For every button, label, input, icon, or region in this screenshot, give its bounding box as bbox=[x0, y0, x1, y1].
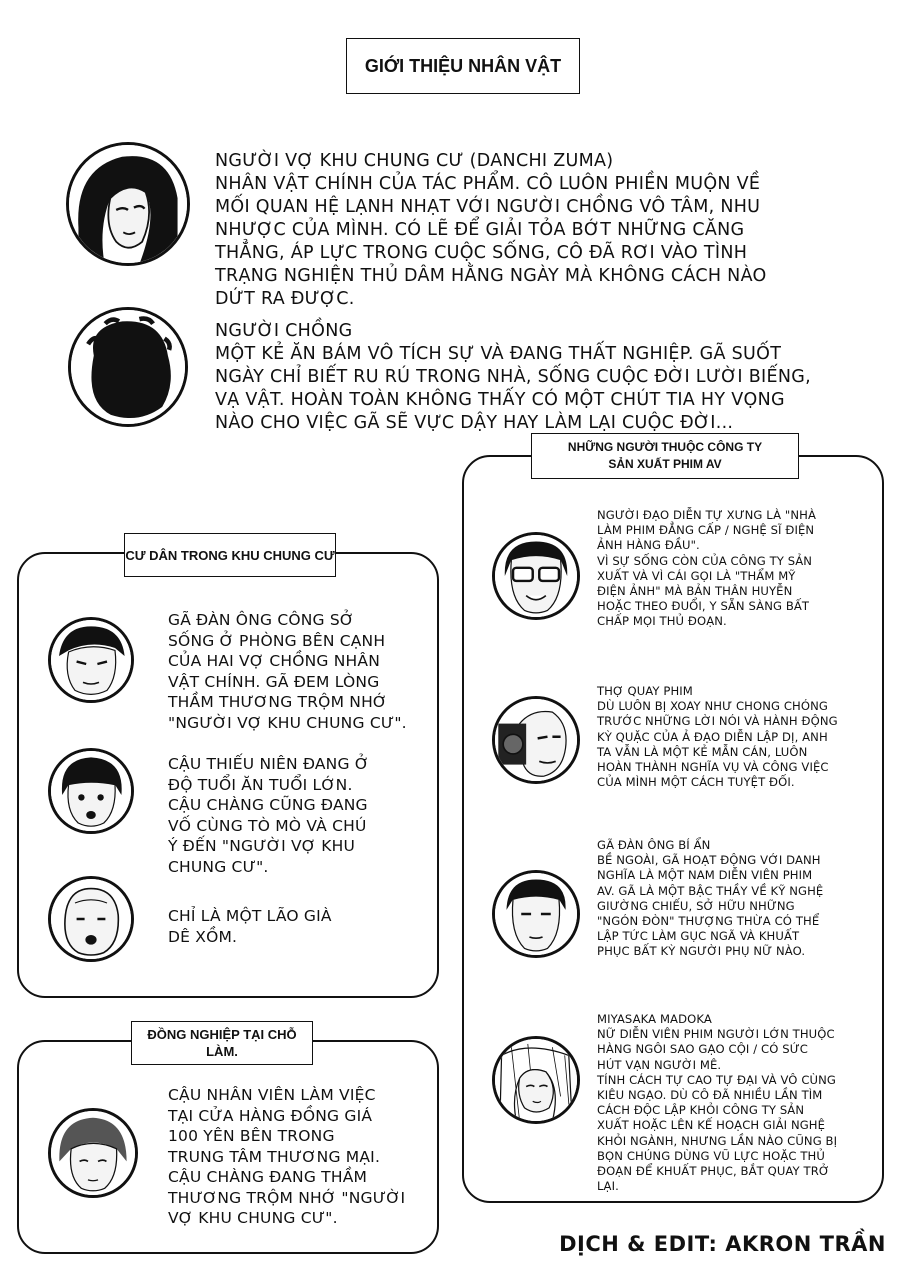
av-company-label: NHỮNG NGƯỜI THUỘC CÔNG TY SẢN XUẤT PHIM AV bbox=[531, 433, 799, 479]
madoka-avatar bbox=[492, 1036, 580, 1124]
translator-credit: DỊCH & EDIT: AKRON TRẦN bbox=[559, 1232, 886, 1256]
wife-description: NHÂN VẬT CHÍNH CỦA TÁC PHẨM. CÔ LUÔN PHIỀN MUỘN VỀ MỐI QUAN HỆ LẠNH NHẠT VỚI NGƯỜI CHỒNG VÔ TÂM, NHU NHƯỢC CỦA MÌNH. CÓ LẼ ĐỂ GIẢI TỎA BỚT NHỮNG CĂNG THẲNG, ÁP LỰC TRONG CUỘC SỐNG, CÔ ĐÃ RƠI VÀO TÌNH TRẠNG NGHIỆN THỦ DÂM HẰNG NGÀY MÀ KHÔNG CÁCH NÀO DỨT RA ĐƯỢC. bbox=[215, 174, 767, 309]
store-clerk-description: CẬU NHÂN VIÊN LÀM VIỆC TẠI CỬA HÀNG ĐỒNG GIÁ 100 YÊN BÊN TRONG TRUNG TÂM THƯƠNG MẠI. CẬU CHÀNG ĐANG THẦM THƯƠNG TRỘM NHỚ "NGƯỜI VỢ KHU CHUNG CƯ". bbox=[168, 1086, 406, 1227]
mystery-man-avatar bbox=[492, 870, 580, 958]
madoka-description: MIYASAKA MADOKA NỮ DIỄN VIÊN PHIM NGƯỜI LỚN THUỘC HÀNG NGÔI SAO GẠO CỘI / CÓ SỨC HÚT VẠN NGƯỜI MÊ. TÍNH CÁCH TỰ CAO TỰ ĐẠI VÀ VÔ CÙNG KIÊU NGẠO. DÙ CÔ ĐÃ NHIỀU LẦN TÌM CÁCH ĐỘC LẬP KHỎI CÔNG TY SẢN XUẤT HOẶC LÊN KẾ HOẠCH GIẢI NGHỆ KHỎI NGÀNH, NHƯNG LẦN NÀO CŨNG BỊ BỌN CHÚNG DÙNG VŨ LỰC HOẶC THỦ ĐOẠN ĐỂ KHUẤT PHỤC, BẮT QUAY TRỞ LẠI. bbox=[597, 1012, 838, 1194]
teen-boy-avatar bbox=[48, 748, 134, 834]
cameraman-portrait-icon bbox=[495, 699, 577, 781]
wife-avatar bbox=[66, 142, 190, 266]
coworkers-label: ĐỒNG NGHIỆP TẠI CHỖ LÀM. bbox=[131, 1021, 313, 1065]
old-man-description: CHỈ LÀ MỘT LÃO GIÀ DÊ XỒM. bbox=[168, 907, 332, 946]
husband-name: NGƯỜI CHỒNG bbox=[215, 321, 353, 341]
mystery-man-portrait-icon bbox=[495, 873, 577, 955]
wife-name: NGƯỜI VỢ KHU CHUNG CƯ (DANCHI ZUMA) bbox=[215, 151, 614, 171]
old-man-portrait-icon bbox=[51, 879, 131, 959]
director-portrait-icon bbox=[495, 535, 577, 617]
teen-boy-description: CẬU THIẾU NIÊN ĐANG Ở ĐỘ TUỔI ĂN TUỔI LỚN. CẬU CHÀNG CŨNG ĐANG VỐ CÙNG TÒ MÒ VÀ CHÚ Ý ĐẾN "NGƯỜI VỢ KHU CHUNG CƯ". bbox=[168, 755, 370, 876]
director-avatar bbox=[492, 532, 580, 620]
wife-portrait-icon bbox=[69, 145, 187, 263]
teen-boy-portrait-icon bbox=[51, 751, 131, 831]
husband-description: MỘT KẺ ĂN BÁM VÔ TÍCH SỰ VÀ ĐANG THẤT NGHIỆP. GÃ SUỐT NGÀY CHỈ BIẾT RU RÚ TRONG NHÀ, SỐNG CUỘC ĐỜI LƯỜI BIẾNG, VẠ VẬT. HOÀN TOÀN KHÔNG THẤY CÓ MỘT CHÚT TIA HY VỌNG NÀO CHO VIỆC GÃ SẼ VỰC DẬY HAY LÀM LẠI CUỘC ĐỜI... bbox=[215, 344, 811, 433]
office-man-portrait-icon bbox=[51, 620, 131, 700]
old-man-avatar bbox=[48, 876, 134, 962]
cameraman-avatar bbox=[492, 696, 580, 784]
office-man-avatar bbox=[48, 617, 134, 703]
madoka-portrait-icon bbox=[495, 1039, 577, 1121]
director-description: NGƯỜI ĐẠO DIỄN TỰ XƯNG LÀ "NHÀ LÀM PHIM ĐẲNG CẤP / NGHỆ SĨ ĐIỆN ẢNH HÀNG ĐẦU". VÌ SỰ SỐNG CÒN CỦA CÔNG TY SẢN XUẤT VÀ VÌ CÁI GỌI LÀ "THẨM MỸ ĐIỆN ẢNH" MÀ BẢN THÂN HUYỄN HOẶC THEO ĐUỔI, Y SẴN SÀNG BẤT CHẤP MỌI THỦ ĐOẠN. bbox=[597, 508, 816, 629]
mystery-man-description: GÃ ĐÀN ÔNG BÍ ẨN BỀ NGOÀI, GÃ HOẠT ĐỘNG VỚI DANH NGHĨA LÀ MỘT NAM DIỄN VIÊN PHIM AV. GÃ LÀ MỘT BẬC THẦY VỀ KỸ NGHỆ GIƯỜNG CHIẾU, SỞ HỮU NHỮNG "NGÓN ĐÒN" THƯỢNG THỪA CÓ THỂ LẬP TỨC LÀM GỤC NGÃ VÀ KHUẤT PHỤC BẤT KỲ NGƯỜI PHỤ NỮ NÀO. bbox=[597, 838, 824, 959]
husband-avatar bbox=[68, 307, 188, 427]
residents-label: CƯ DÂN TRONG KHU CHUNG CƯ bbox=[124, 533, 336, 577]
store-clerk-avatar bbox=[48, 1108, 138, 1198]
husband-silhouette-icon bbox=[71, 310, 185, 424]
office-man-description: GÃ ĐÀN ÔNG CÔNG SỞ SỐNG Ở PHÒNG BÊN CẠNH CỦA HAI VỢ CHỒNG NHÂN VẬT CHÍNH. GÃ ĐEM LÒNG THẦM THƯƠNG TRỘM NHỚ "NGƯỜI VỢ KHU CHUNG CƯ". bbox=[168, 611, 407, 732]
cameraman-description: THỢ QUAY PHIM DÙ LUÔN BỊ XOAY NHƯ CHONG CHÓNG TRƯỚC NHỮNG LỜI NÓI VÀ HÀNH ĐỘNG KỲ QUẶC CỦA Ả ĐẠO DIỄN LẬP DỊ, ANH TA VẪN LÀ MỘT KẺ MẪN CÁN, LUÔN HOÀN THÀNH NGHĨA VỤ VÀ CÔNG VIỆC CỦA MÌNH MỘT CÁCH TUYỆT ĐỐI. bbox=[597, 684, 838, 790]
store-clerk-portrait-icon bbox=[51, 1111, 135, 1195]
page-title: GIỚI THIỆU NHÂN VẬT bbox=[346, 38, 580, 94]
